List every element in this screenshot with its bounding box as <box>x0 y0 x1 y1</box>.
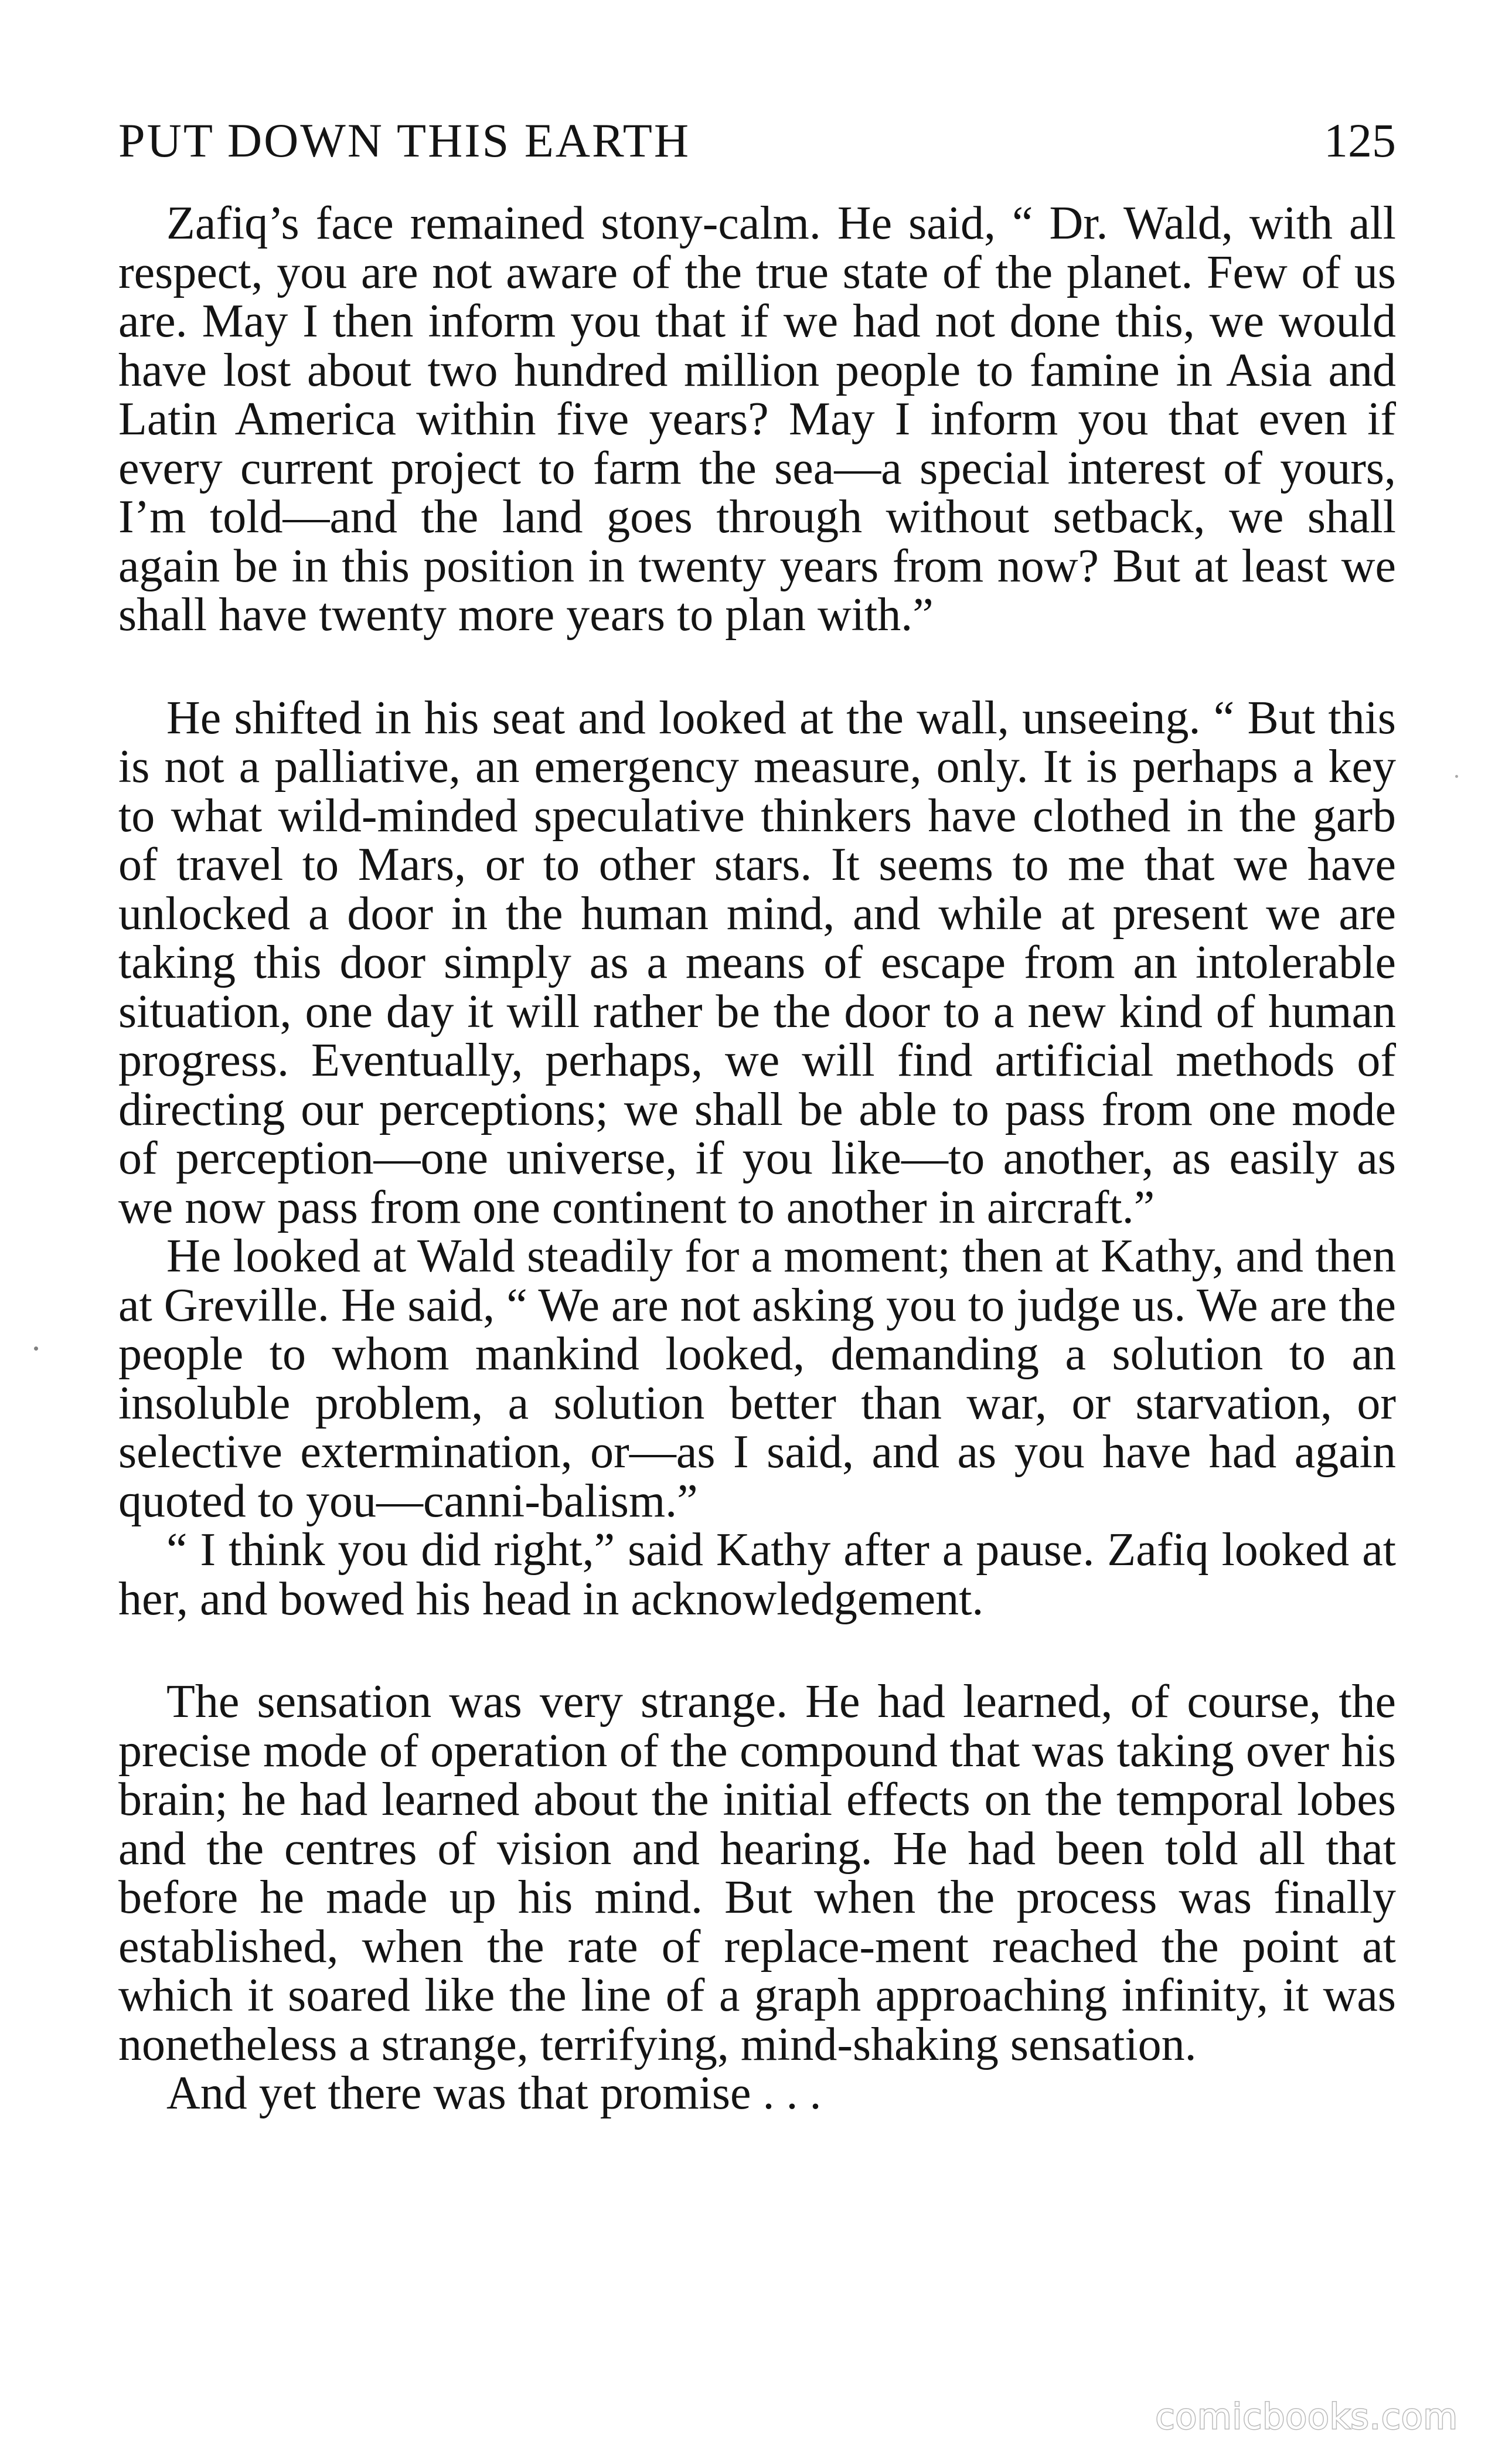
body-text <box>118 199 1396 2118</box>
watermark: comicbooks.com <box>1155 2396 1458 2437</box>
running-title: PUT DOWN THIS EARTH <box>118 114 691 167</box>
paragraph-zafiq-reply: Zafiq’s face remained stony-calm. He said, “ Dr. Wald, with all respect, you are not aware of the true state of the planet. Few of us are. May I then inform you that if we had not done this, we would have lost about two hundred million people to famine in Asia and Latin America within five years? May I inform you that even if every current project to farm the sea—a special interest of yours, I’m told—and the land goes through without setback, we shall again be in this position in twenty years from now? But at least we shall have twenty more years to plan with.” <box>118 198 1396 641</box>
paragraph-zafiq-door-speech: He shifted in his seat and looked at the wall, unseeing. “ But this is not a palliative, an emergency measure, only. It is perhaps a key to what wild-minded speculative thinkers have clothed in the garb of travel to Mars, or to other stars. It seems to me that we have unlocked a door in the human mind, and while at present we are taking this door simply as a means of escape from an intolerable situation, one day it will rather be the door to a new kind of human progress. Eventually, perhaps, we will find artificial methods of directing our perceptions; we shall be able to pass from one mode of perception—one universe, if you like—to another, as easily as we now pass from one continent to another in aircraft.” <box>118 692 1396 1233</box>
page-number: 125 <box>1324 114 1396 167</box>
print-speck <box>34 1346 38 1351</box>
paragraph-kathy-reply: “ I think you did right,” said Kathy after a pause. Zafiq looked at her, and bowed his head in acknowledgement. <box>118 1524 1396 1625</box>
print-speck <box>1455 775 1458 778</box>
paragraph-not-asking-judge: He looked at Wald steadily for a moment; then at Kathy, and then at Greville. He said, “ We are not asking you to judge us. We are the people to whom mankind looked, demanding a solution to an insoluble problem, a solution better than war, or starvation, or selective extermination, or—as I said, and as you have had again quoted to you—canni-balism.” <box>118 1230 1396 1527</box>
paragraph-promise: And yet there was that promise . . . <box>166 2067 822 2119</box>
paragraph-strange-sensation: The sensation was very strange. He had learned, of course, the precise mode of operation of the compound that was taking over his brain; he had learned about the initial effects on the temporal lobes and the centres of vision and hearing. He had been told all that before he made up his mind. But when the process was finally established, when the rate of replace-ment reached the point at which it soared like the line of a graph approaching infinity, it was nonetheless a strange, terrifying, mind-shaking sensation. <box>118 1676 1396 2070</box>
running-head <box>118 108 1396 173</box>
